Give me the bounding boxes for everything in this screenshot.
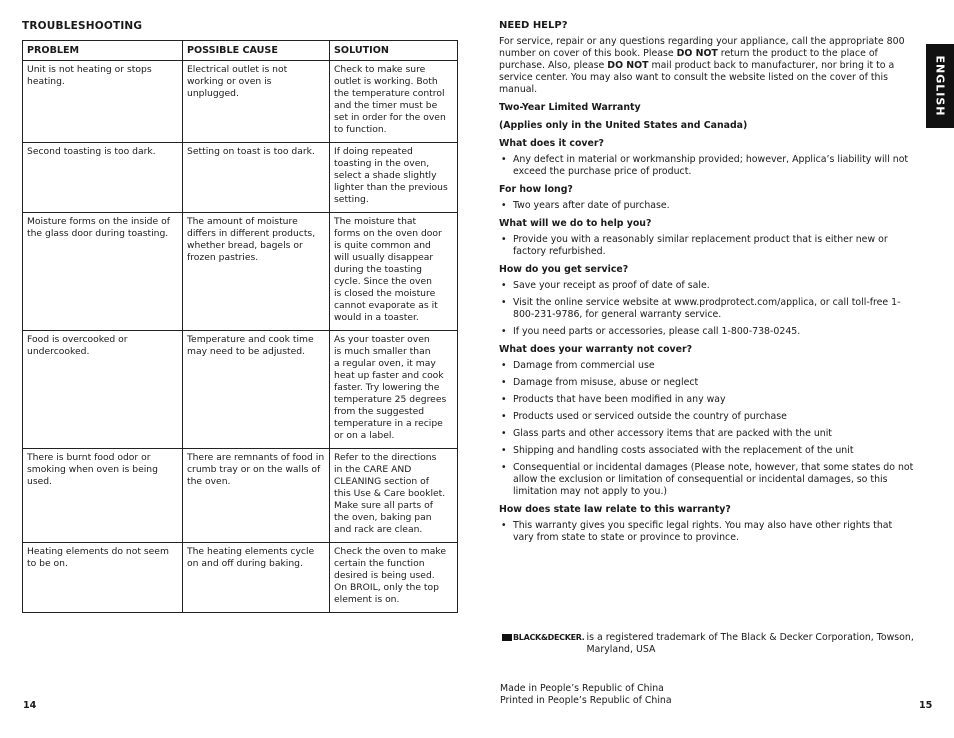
problem-cell: Heating elements do not seem to be on.: [23, 543, 183, 613]
cause-cell: Temperature and cook time may need to be adjusted.: [183, 331, 330, 449]
duration-list: [499, 200, 915, 212]
black-decker-logo: BLACK&DECKER.: [502, 632, 585, 644]
cause-cell: The heating elements cycle on and off during baking.: [183, 543, 330, 613]
troubleshooting-section: [22, 20, 457, 613]
logo-mark-icon: [502, 634, 512, 641]
list-item: • Damage from commercial use: [499, 360, 915, 372]
service-list: [499, 280, 915, 338]
list-item: • Shipping and handling costs associated with the replacement of the unit: [499, 445, 915, 457]
problem-cell: Moisture forms on the inside of the glass door during toasting.: [23, 213, 183, 331]
list-item: • Glass parts and other accessory items that are packed with the unit: [499, 428, 915, 440]
trademark-notice: [502, 632, 917, 656]
help-list: [499, 234, 915, 258]
state-law-list: [499, 520, 915, 544]
page-number-left: 14: [23, 700, 37, 711]
trademark-text: is a registered trademark of The Black & Decker Corporation, Towson, Maryland, USA: [586, 632, 914, 655]
list-item: • Any defect in material or workmanship provided; however, Applica’s liability will not exceed the purchase price of product.: [499, 154, 915, 178]
solution-cell: Check to make sure outlet is working. Both the temperature control and the timer must be set in order for the oven to function.: [330, 61, 458, 143]
question-coverage: What does it cover?: [499, 138, 604, 149]
list-item: • Two years after date of purchase.: [499, 200, 915, 212]
list-item: • If you need parts or accessories, please call 1-800-738-0245.: [499, 326, 915, 338]
question-state-law: How does state law relate to this warranty?: [499, 504, 731, 515]
cause-cell: Electrical outlet is not working or oven is unplugged.: [183, 61, 330, 143]
list-item: • Products that have been modified in any way: [499, 394, 915, 406]
table-header-row: [23, 41, 458, 61]
coverage-list: [499, 154, 915, 178]
question-duration: For how long?: [499, 184, 573, 195]
manufacturing-info: [500, 683, 672, 707]
header-possible-cause: POSSIBLE CAUSE: [183, 41, 330, 61]
list-item: • Visit the online service website at www.prodprotect.com/applica, or call toll-free 1-800-231-9786, for general warranty service.: [499, 297, 915, 321]
language-tab-label: ENGLISH: [933, 55, 947, 117]
list-item: • Save your receipt as proof of date of sale.: [499, 280, 915, 292]
made-in-text: Made in People’s Republic of China: [500, 683, 664, 694]
language-tab: [926, 44, 954, 128]
cause-cell: Setting on toast is too dark.: [183, 143, 330, 213]
header-problem: PROBLEM: [23, 41, 183, 61]
not-covered-list: [499, 360, 915, 498]
need-help-title: NEED HELP?: [499, 20, 568, 31]
warranty-section: [499, 20, 915, 549]
table-row: [23, 543, 458, 613]
list-item: • Provide you with a reasonably similar replacement product that is either new or factory refurbished.: [499, 234, 915, 258]
solution-cell: As your toaster oven is much smaller than a regular oven, it may heat up faster and cook faster. Try lowering the temperature 25 degrees from the suggested temperature in a recipe or on a label.: [330, 331, 458, 449]
warranty-title: Two-Year Limited Warranty: [499, 102, 641, 113]
question-help: What will we do to help you?: [499, 218, 652, 229]
table-row: [23, 331, 458, 449]
question-not-covered: What does your warranty not cover?: [499, 344, 693, 355]
solution-cell: If doing repeated toasting in the oven, select a shade slightly lighter than the previous setting.: [330, 143, 458, 213]
page-number-right: 15: [919, 700, 933, 711]
list-item: • Damage from misuse, abuse or neglect: [499, 377, 915, 389]
printed-in-text: Printed in People’s Republic of China: [500, 695, 672, 706]
problem-cell: Unit is not heating or stops heating.: [23, 61, 183, 143]
solution-cell: Check the oven to make certain the function desired is being used. On BROIL, only the top element is on.: [330, 543, 458, 613]
cause-cell: The amount of moisture differs in different products, whether bread, bagels or frozen pastries.: [183, 213, 330, 331]
cause-cell: There are remnants of food in crumb tray or on the walls of the oven.: [183, 449, 330, 543]
problem-cell: Food is overcooked or undercooked.: [23, 331, 183, 449]
list-item: • This warranty gives you specific legal rights. You may also have other rights that vary from state to state or province to province.: [499, 520, 915, 544]
need-help-intro: For service, repair or any questions regarding your appliance, call the appropriate 800 number on cover of this book. Please DO NOT return the product to the place of purchase. Also, please DO NOT mail product back to manufacturer, nor bring it to a service center. You may also want to consult the website listed on the cover of this manual.: [499, 36, 905, 95]
troubleshooting-table: [22, 40, 458, 613]
warranty-scope: (Applies only in the United States and Canada): [499, 120, 748, 131]
header-solution: SOLUTION: [330, 41, 458, 61]
table-row: [23, 61, 458, 143]
question-service: How do you get service?: [499, 264, 629, 275]
list-item: • Products used or serviced outside the country of purchase: [499, 411, 915, 423]
list-item: • Consequential or incidental damages (Please note, however, that some states do not allow the exclusion or limitation of consequential or incidental damages, so this limitation may not apply to you.): [499, 462, 915, 498]
table-row: [23, 213, 458, 331]
problem-cell: There is burnt food odor or smoking when oven is being used.: [23, 449, 183, 543]
table-row: [23, 143, 458, 213]
problem-cell: Second toasting is too dark.: [23, 143, 183, 213]
troubleshooting-title: TROUBLESHOOTING: [22, 20, 143, 32]
table-row: [23, 449, 458, 543]
solution-cell: Refer to the directions in the CARE AND CLEANING section of this Use & Care booklet. Make sure all parts of the oven, baking pan and rack are clean.: [330, 449, 458, 543]
solution-cell: The moisture that forms on the oven door is quite common and will usually disappear during the toasting cycle. Since the oven is closed the moisture cannot evaporate as it would in a toaster.: [330, 213, 458, 331]
